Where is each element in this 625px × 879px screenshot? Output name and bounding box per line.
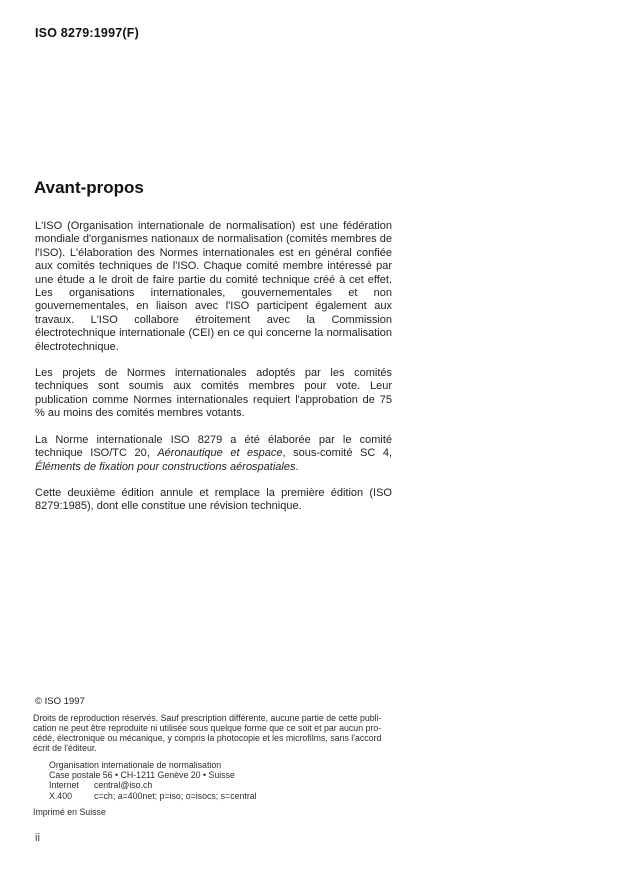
foreword-body [35, 220, 392, 527]
internet-email: central@iso.ch [94, 780, 153, 791]
rights-notice-line: Droits de reproduction réservés. Sauf prescription différente, aucune partie de cette publi- [33, 713, 382, 723]
internet-label: Internet [49, 780, 79, 791]
committee-text-lead: La Norme internationale ISO 8279 a été élaborée par le comité technique ISO/TC 20, [35, 433, 392, 460]
foreword-title: Avant-propos [34, 178, 144, 197]
committee-text-end: . [295, 460, 299, 473]
copyright-line: © ISO 1997 [35, 696, 85, 707]
rights-notice [33, 714, 408, 754]
publisher-name: Organisation internationale de normalisation [49, 759, 222, 770]
publisher-postal-address: Case postale 56 • CH-1211 Genève 20 • Suisse [49, 770, 235, 781]
x400-contact-row [49, 791, 408, 801]
document-reference-header: ISO 8279:1997(F) [35, 26, 139, 40]
foreword-paragraph-iso-description: L'ISO (Organisation internationale de normalisation) est une fédération mondiale d'organismes nationaux de normalisation (comités membres de l'ISO). L'élaboration des Normes internationales est en général confiée aux comités techniques de l'ISO. Chaque comité membre intéressé par une étude a le droit de faire partie du comité technique créé à cet effet. Les organisations internationales, gouvernementales et non gouvernementales, en liaison avec l'ISO participent également aux travaux. L'ISO collabore étroitement avec la Commission électrotechnique internationale (CEI) en ce qui concerne la normalisation électrotechnique. [35, 220, 392, 353]
rights-notice-line: écrit de l'éditeur. [33, 742, 97, 753]
rights-notice-line: cédé, électronique ou mécanique, y compris la photocopie et les microfilms, sans l'accord [33, 732, 382, 743]
printed-in-line: Imprimé en Suisse [33, 807, 106, 818]
foreword-paragraph-committee [35, 434, 392, 474]
rights-notice-line: cation ne peut être reproduite ni utilisée sous quelque forme que ce soit et par aucun pro- [33, 722, 382, 733]
x400-label: X.400 [49, 790, 72, 801]
x400-address: c=ch; a=400net; p=iso; o=isocs; s=central [94, 790, 257, 801]
page-number: ii [35, 832, 40, 844]
committee-text-mid: , sous-comité SC 4, [282, 447, 392, 460]
subcommittee-name-italic: Éléments de fixation pour constructions aérospatiales [35, 460, 296, 473]
foreword-paragraph-edition: Cette deuxième édition annule et remplace la première édition (ISO 8279:1985), dont elle constitue une révision technique. [35, 486, 392, 513]
internet-contact-row [49, 780, 408, 790]
publisher-address [49, 760, 408, 802]
foreword-paragraph-voting: Les projets de Normes internationales adoptés par les comités techniques sont soumis aux comités membres pour vote. Leur publication comme Normes internationales requiert l'approbation de 75 % au moins des comités membres votants. [35, 367, 392, 420]
colophon [33, 696, 408, 817]
committee-name-italic: Aéronautique et espace [157, 447, 283, 460]
